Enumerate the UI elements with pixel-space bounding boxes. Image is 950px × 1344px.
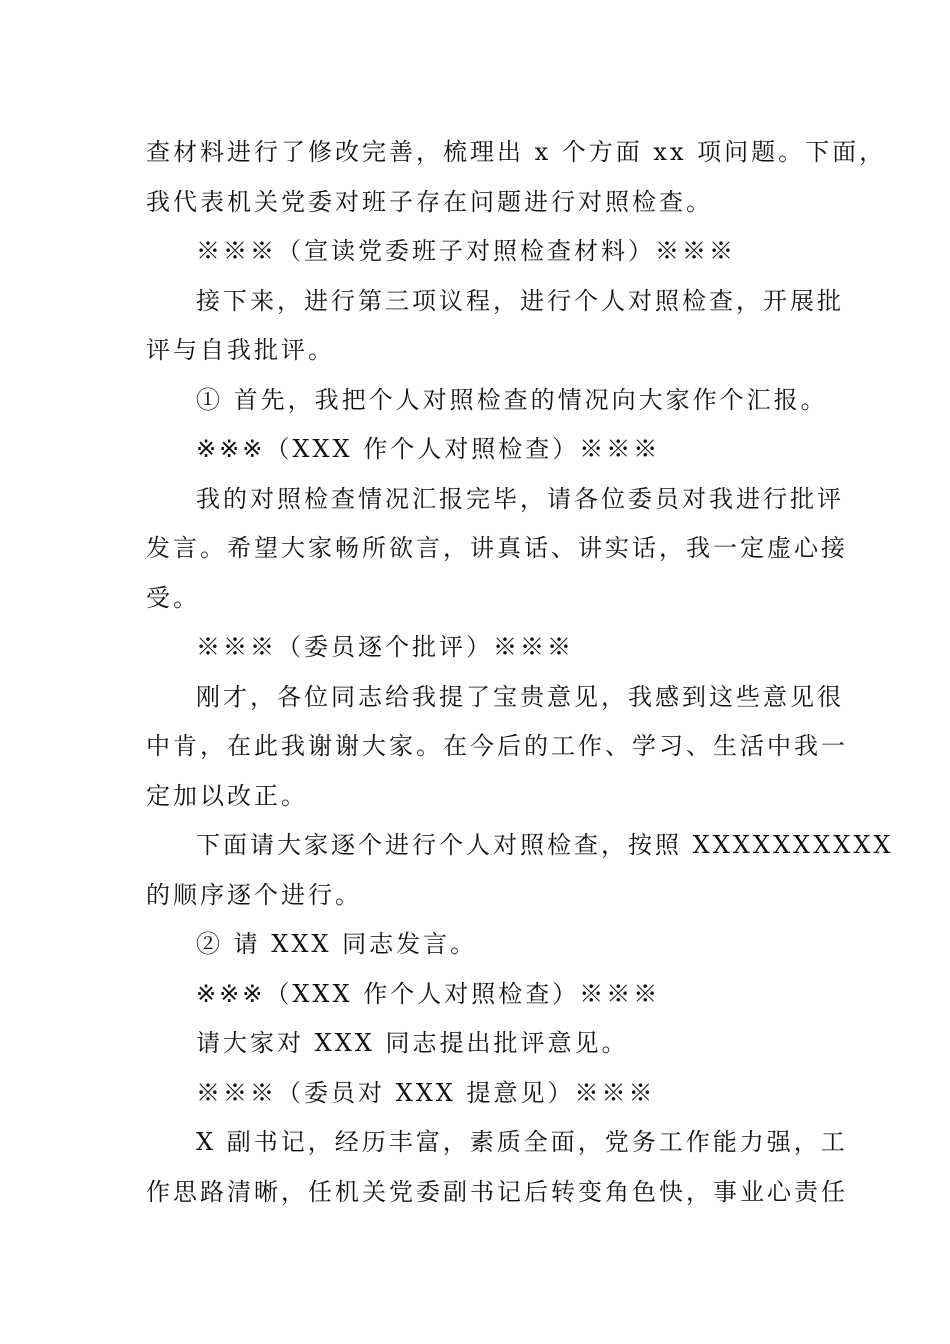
text-line: 的顺序逐个进行。 <box>146 880 362 909</box>
text-line: ※※※（XXX 作个人对照检查）※※※ <box>196 435 661 463</box>
text-line: 定加以改正。 <box>146 781 308 810</box>
text-line: 受。 <box>146 583 200 612</box>
text-line: 评与自我批评。 <box>146 336 335 364</box>
text-line: 接下来，进行第三项议程，进行个人对照检查，开展批 <box>196 286 844 315</box>
text-line: 我代表机关党委对班子存在问题进行对照检查。 <box>146 187 713 216</box>
text-line: 我的对照检查情况汇报完毕，请各位委员对我进行批评 <box>196 484 844 513</box>
text-line: 刚才，各位同志给我提了宝贵意见，我感到这些意见很 <box>196 682 844 711</box>
text-line: ※※※（委员对 XXX 提意见）※※※ <box>196 1078 656 1107</box>
text-line: 下面请大家逐个进行个人对照检查，按照 XXXXXXXXXX <box>196 831 894 859</box>
text-line: ※※※（委员逐个批评）※※※ <box>196 633 574 661</box>
text-line: ① 首先，我把个人对照检查的情况向大家作个汇报。 <box>196 385 828 414</box>
text-line: ※※※（XXX 作个人对照检查）※※※ <box>196 979 661 1008</box>
text-line: ② 请 XXX 同志发言。 <box>196 930 478 958</box>
text-line: 中肯，在此我谢谢大家。在今后的工作、学习、生活中我一 <box>146 732 848 760</box>
text-line: ※※※（宣读党委班子对照检查材料）※※※ <box>196 237 736 265</box>
document-page <box>146 128 894 1217</box>
text-line: 查材料进行了修改完善，梳理出 x 个方面 xx 项问题。下面， <box>146 138 887 166</box>
text-line: 作思路清晰，任机关党委副书记后转变角色快，事业心责任 <box>146 1177 848 1206</box>
text-line: 请大家对 XXX 同志提出批评意见。 <box>196 1029 629 1057</box>
text-line: 发言。希望大家畅所欲言，讲真话、讲实话，我一定虚心接 <box>146 534 848 562</box>
text-line: X 副书记，经历丰富，素质全面，党务工作能力强，工 <box>196 1128 848 1156</box>
